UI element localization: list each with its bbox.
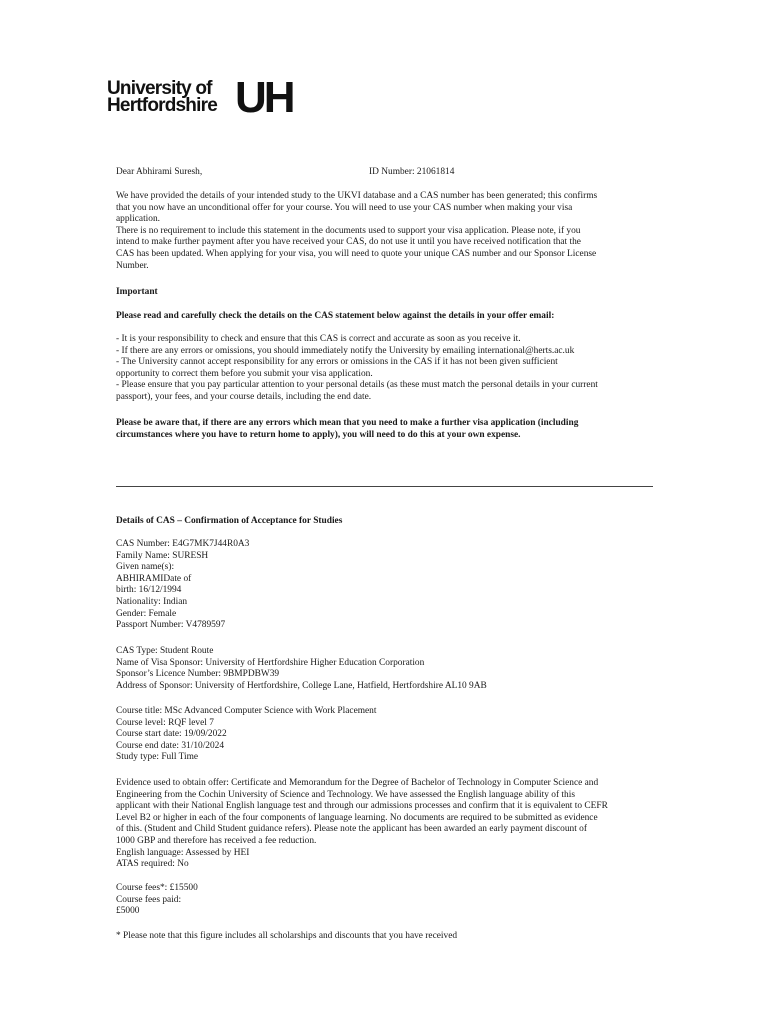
- detail-line: Name of Visa Sponsor: University of Hertfordshire Higher Education Corporation: [116, 657, 425, 668]
- detail-line: CAS Type: Student Route: [116, 646, 214, 656]
- detail-line: Gender: Female: [116, 608, 177, 619]
- logo-line-2: Hertfordshire: [107, 95, 217, 116]
- detail-line: Course title: MSc Advanced Computer Science with Work Placement: [116, 706, 377, 716]
- list-item: opportunity to correct them before you submit your visa application.: [116, 368, 373, 379]
- list-item: passport), your fees, and your course details, including the end date.: [116, 391, 372, 402]
- personal-details: [116, 539, 656, 632]
- detail-line: Course level: RQF level 7: [116, 717, 214, 728]
- text-line: We have provided the details of your intended study to the UKVI database and a CAS number has been generated; this confirms: [116, 191, 598, 201]
- text-line: ATAS required: No: [116, 859, 189, 870]
- evidence-paragraph: [116, 778, 656, 871]
- text-line: Evidence used to obtain offer: Certificate and Memorandum for the Degree of Bachelor of Technology in Computer Science and: [116, 778, 599, 788]
- text-line: applicant with their National English language test and through our admissions processes and confirm that it is equivalent to CEFR: [116, 801, 608, 812]
- important-heading: Important: [116, 287, 158, 297]
- logo-line-1: University of: [107, 78, 212, 99]
- text-line: English language: Assessed by HEI: [116, 847, 250, 858]
- text-line: circumstances where you have to return home to apply), you will need to do this at your own expense.: [116, 429, 521, 440]
- text-line: Please be aware that, if there are any errors which mean that you need to make a further visa application (including: [116, 418, 579, 428]
- divider: [116, 486, 653, 487]
- detail-line: Family Name: SURESH: [116, 550, 209, 561]
- text-line: that you now have an unconditional offer for your course. You will need to use your CAS number when making your visa: [116, 202, 573, 213]
- detail-line: Sponsor’s Licence Number: 9BMPDBW39: [116, 669, 280, 680]
- text-line: intend to make further payment after you have received your CAS, do not use it until you have received notification that the: [116, 237, 581, 248]
- detail-line: Nationality: Indian: [116, 596, 188, 607]
- university-logo: [107, 73, 293, 122]
- detail-line: £5000: [116, 906, 140, 917]
- text-line: 1000 GBP and therefore has received a fee reduction.: [116, 835, 317, 846]
- text-line: CAS has been updated. When applying for your visa, you will need to quote your unique CAS number and our Sponsor License: [116, 248, 597, 259]
- cas-heading: Details of CAS – Confirmation of Acceptance for Studies: [116, 516, 343, 526]
- list-item: - Please ensure that you pay particular attention to your personal details (as these must match the personal details in your current: [116, 380, 598, 391]
- check-heading: Please read and carefully check the details on the CAS statement below against the details in your offer email:: [116, 311, 555, 321]
- detail-line: Address of Sponsor: University of Hertfordshire, College Lane, Hatfield, Hertfordshire AL10 9AB: [116, 680, 487, 691]
- fee-details: [116, 883, 656, 918]
- detail-line: Passport Number: V4789597: [116, 620, 226, 631]
- course-details: [116, 706, 656, 764]
- footnote: * Please note that this figure includes all scholarships and discounts that you have received: [116, 931, 458, 941]
- warning-paragraph: [116, 418, 656, 441]
- text-line: Level B2 or higher in each of the four components of language learning. No documents are required to be submitted as evidence: [116, 812, 598, 823]
- logo-wordmark: [107, 80, 217, 114]
- bullet-list: [116, 334, 656, 404]
- detail-line: Study type: Full Time: [116, 752, 199, 763]
- list-item: - If there are any errors or omissions, you should immediately notify the University by emailing international@herts.ac.uk: [116, 345, 575, 356]
- greeting: Dear Abhirami Suresh,: [116, 167, 203, 177]
- logo-uh-mark: UH: [235, 73, 293, 122]
- list-item: - It is your responsibility to check and ensure that this CAS is correct and accurate as soon as you receive it.: [116, 334, 521, 344]
- id-number: ID Number: 21061814: [369, 167, 455, 177]
- text-line: There is no requirement to include this statement in the documents used to support your visa application. Please note, if you: [116, 225, 581, 236]
- detail-line: birth: 16/12/1994: [116, 585, 182, 596]
- sponsor-details: [116, 646, 656, 692]
- detail-line: Course end date: 31/10/2024: [116, 740, 225, 751]
- detail-line: ABHIRAMIDate of: [116, 573, 192, 584]
- detail-line: Given name(s):: [116, 562, 175, 573]
- text-line: of this. (Student and Child Student guidance refers). Please note the applicant has been awarded an early payment discount of: [116, 824, 587, 835]
- detail-line: Course fees paid:: [116, 894, 182, 905]
- text-line: Engineering from the Cochin University of Science and Technology. We have assessed the English language ability of this: [116, 789, 575, 800]
- detail-line: Course start date: 19/09/2022: [116, 729, 227, 740]
- text-line: application.: [116, 214, 160, 225]
- detail-line: Course fees*: £15500: [116, 883, 198, 893]
- list-item: - The University cannot accept responsibility for any errors or omissions in the CAS if it has not been given sufficient: [116, 357, 558, 368]
- detail-line: CAS Number: E4G7MK7J44R0A3: [116, 539, 250, 549]
- intro-paragraph: [116, 191, 656, 272]
- text-line: Number.: [116, 260, 149, 271]
